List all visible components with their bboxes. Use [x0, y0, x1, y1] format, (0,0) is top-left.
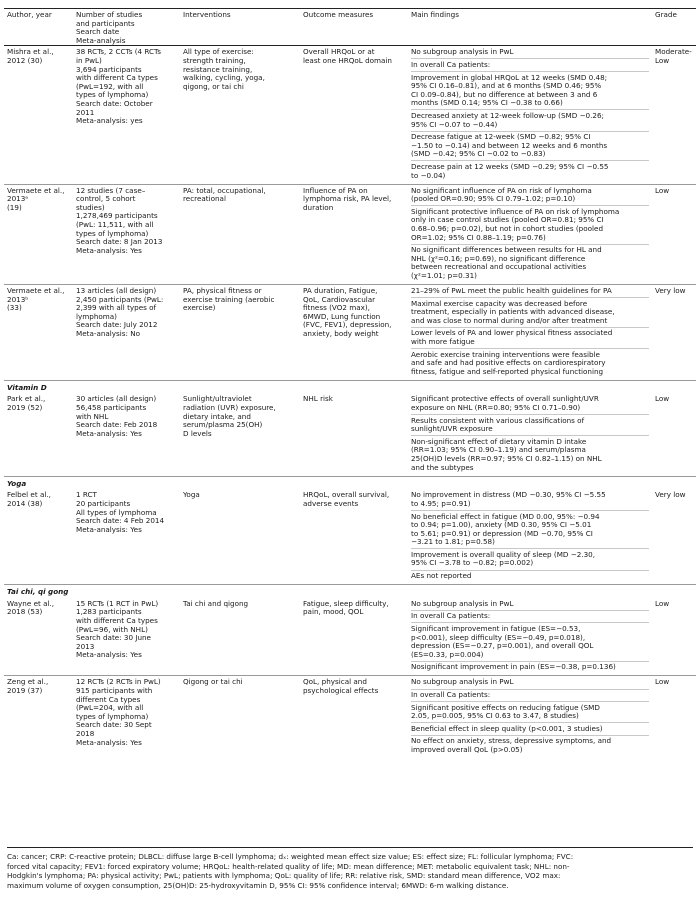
interventions-cell: [180, 676, 300, 758]
finding-item: [411, 704, 649, 724]
finding-line: Improvement in global HRQoL at 12 weeks (SMD 0.48;: [411, 72, 608, 82]
finding-item: [411, 600, 649, 611]
finding-line: Results consistent with various classifications of: [411, 415, 585, 425]
studies-cell: [73, 598, 180, 676]
finding-line: No significant differences between results for HL and: [411, 245, 602, 255]
studies-cell-line: All types of lymphoma: [76, 507, 157, 517]
header-author: Author, year: [4, 9, 73, 46]
studies-cell-line: 1,278,469 participants: [76, 211, 158, 221]
interventions-cell: [180, 184, 300, 284]
finding-line: (χ²=1.01; p=0.31): [411, 270, 477, 280]
finding-item: [411, 48, 649, 59]
findings-cell: [408, 676, 652, 758]
footnote-line: Hodgkin's lymphoma; PA: physical activity; PwL; patients with lymphoma; QoL: quality of life; RR: relative risk, SMD: standard mean difference, VO2 max:: [7, 871, 561, 881]
header-studies-line: Meta-analysis: [76, 35, 126, 45]
finding-line: 21–29% of PwL meet the public health guidelines for PA: [411, 286, 612, 296]
author-cell: [4, 489, 73, 584]
finding-item: [411, 61, 649, 72]
author-cell-line: Mishra et al.,: [7, 47, 54, 57]
studies-cell-line: 2018: [76, 728, 95, 738]
studies-cell-line: (PwL=96, with NHL): [76, 624, 148, 634]
studies-cell-line: (PwL=204, with all: [76, 703, 144, 713]
finding-line: Decrease pain at 12 weeks (SMD −0.29; 95% CI −0.55: [411, 161, 609, 171]
author-cell-line: 2012 (30): [7, 55, 43, 65]
finding-line: and was close to normal during and/or after treatment: [411, 315, 608, 325]
finding-item: [411, 572, 649, 582]
finding-line: (SMD −0.42; 95% CI −0.02 to −0.83): [411, 149, 546, 159]
studies-cell: [73, 393, 180, 476]
author-cell-line: Wayne et al.,: [7, 598, 55, 608]
outcomes-cell: [300, 676, 408, 758]
section-heading: Tai chi, qi gong: [4, 585, 696, 598]
outcomes-cell-line: lymphoma risk, PA level,: [303, 194, 392, 204]
author-cell-line: (33): [7, 303, 22, 313]
author-cell-line: 2019 (37): [7, 686, 43, 695]
grade-cell: [652, 489, 696, 584]
finding-item: [411, 246, 649, 282]
interventions-cell-line: Tai chi and qigong: [183, 598, 249, 608]
finding-line: with more fatigue: [411, 337, 475, 346]
finding-line: No beneficial effect in fatigue (MD 0.00, 95%: −0.94: [411, 511, 600, 521]
outcomes-cell-line: anxiety, body weight: [303, 329, 379, 338]
author-cell-line: (19): [7, 202, 22, 212]
author-cell: [4, 598, 73, 676]
studies-cell-line: 13 articles (all design): [76, 286, 157, 296]
finding-line: Beneficial effect in sleep quality (p<0.001, 3 studies): [411, 723, 603, 733]
finding-item: [411, 551, 649, 571]
grade-cell: [652, 393, 696, 476]
outcomes-cell: [300, 489, 408, 584]
finding-line: improved overall QoL (p>0.05): [411, 744, 523, 754]
finding-item: [411, 417, 649, 437]
studies-cell-line: control, 5 cohort: [76, 194, 136, 204]
studies-cell: [73, 676, 180, 758]
finding-item: [411, 300, 649, 328]
studies-cell-line: 30 articles (all design): [76, 394, 157, 404]
author-cell-line: 2014 (38): [7, 498, 43, 508]
section-row-vitd: [4, 380, 696, 393]
footnote-line: forced vital capacity; FEV1: forced expiratory volume; HRQoL: health-related quality of life; MD: mean difference; MET: metabolic equivalent task; NHL: non-: [7, 861, 570, 871]
header-interventions: Interventions: [180, 9, 300, 46]
finding-item: [411, 491, 649, 511]
studies-cell-line: Meta-analysis: Yes: [76, 245, 142, 255]
finding-line: between recreational and occupational activities: [411, 262, 587, 272]
finding-line: months (SMD 0.14; 95% CI −0.38 to 0.66): [411, 98, 563, 108]
studies-cell-line: Search date: 30 June: [76, 633, 151, 643]
table-row: [4, 46, 696, 184]
outcomes-cell-line: 6MWD, Lung function: [303, 311, 381, 321]
grade-cell-line: Low: [655, 598, 670, 608]
studies-cell-line: 2013: [76, 641, 95, 651]
studies-cell: [73, 184, 180, 284]
finding-line: In overall Ca patients:: [411, 59, 491, 69]
finding-line: treatment, especially in patients with advanced disease,: [411, 307, 615, 317]
studies-cell-line: 2,399 with all types of: [76, 303, 157, 313]
author-cell-line: Vermaete et al.,: [7, 185, 65, 195]
finding-line: exposure on NHL (RR=0.80; 95% CI 0.71–0.90): [411, 403, 581, 413]
interventions-cell-line: recreational: [183, 194, 226, 204]
finding-line: OR=1.02; 95% CI 0.88–1.19; p=0.76): [411, 232, 546, 242]
finding-line: 95% CI 0.16–0.81), and at 6 months (SMD 0.46; 95%: [411, 81, 602, 91]
interventions-cell-line: resistance training,: [183, 64, 253, 74]
findings-cell: [408, 489, 652, 584]
studies-cell-line: different Ca types: [76, 694, 141, 704]
studies-cell-line: Search date: October: [76, 98, 153, 108]
finding-line: and the subtypes: [411, 462, 474, 472]
author-cell-line: Zeng et al.,: [7, 677, 49, 687]
studies-cell-line: with NHL: [76, 411, 109, 421]
author-cell-line: Vermaete et al.,: [7, 286, 65, 296]
outcomes-cell: [300, 393, 408, 476]
interventions-cell-line: strength training,: [183, 55, 246, 65]
studies-cell-line: in PwL): [76, 55, 102, 65]
studies-cell-line: Meta-analysis: Yes: [76, 737, 142, 747]
finding-item: [411, 133, 649, 161]
header-studies-line: and participants: [76, 18, 135, 28]
finding-line: and safe and had positive effects on cardiorespiratory: [411, 358, 606, 368]
studies-cell: [73, 285, 180, 381]
header-grade: Grade: [652, 9, 696, 46]
grade-cell-line: Low: [655, 185, 670, 195]
studies-cell-line: studies): [76, 202, 105, 212]
studies-cell-line: 56,458 participants: [76, 403, 147, 413]
section-row-yoga: [4, 476, 696, 489]
studies-cell-line: 15 RCTs (1 RCT in PwL): [76, 598, 159, 608]
outcomes-cell: [300, 46, 408, 184]
header-findings: Main findings: [408, 9, 652, 46]
outcomes-cell-line: duration: [303, 202, 334, 212]
finding-line: Significant positive effects on reducing fatigue (SMD: [411, 702, 600, 712]
finding-line: (RR=1.03; 95% CI 0.90–1.19) and serum/plasma: [411, 445, 586, 455]
outcomes-cell-line: pain, mood, QOL: [303, 607, 364, 617]
finding-item: [411, 691, 649, 702]
finding-line: Lower levels of PA and lower physical fitness associated: [411, 328, 613, 338]
studies-cell-line: 38 RCTs, 2 CCTs (4 RCTs: [76, 47, 161, 57]
finding-item: [411, 625, 649, 662]
finding-item: [411, 351, 649, 378]
cropped-caption: [0, 0, 700, 6]
interventions-cell: [180, 285, 300, 381]
finding-line: Significant protective effects of overall sunlight/UVR: [411, 394, 599, 404]
outcomes-cell-line: NHL risk: [303, 394, 333, 404]
author-cell-line: 2013ᵃ: [7, 194, 29, 204]
finding-item: [411, 737, 649, 756]
studies-cell-line: 20 participants: [76, 498, 131, 508]
table-footnote: [7, 847, 693, 890]
table-row: [4, 393, 696, 476]
studies-cell-line: 2,450 participants (PwL:: [76, 294, 164, 304]
outcomes-cell: [300, 184, 408, 284]
interventions-cell-line: All type of exercise:: [183, 47, 254, 57]
finding-line: 95% CI −0.07 to −0.44): [411, 119, 498, 129]
studies-cell-line: Search date: 30 Sept: [76, 720, 152, 730]
finding-item: [411, 678, 649, 689]
interventions-cell-line: exercise): [183, 303, 216, 313]
outcomes-cell-line: (FVC, FEV1), depression,: [303, 320, 392, 330]
grade-cell: [652, 46, 696, 184]
finding-line: p<0.001), sleep difficulty (ES=−0.49, p=0.018),: [411, 632, 586, 642]
studies-cell: [73, 46, 180, 184]
studies-cell-line: lymphoma): [76, 311, 117, 321]
finding-line: Maximal exercise capacity was decreased before: [411, 298, 588, 308]
finding-item: [411, 438, 649, 474]
author-cell-line: 2019 (52): [7, 403, 43, 413]
author-cell-line: Park et al.,: [7, 394, 46, 404]
finding-item: [411, 513, 649, 550]
finding-item: [411, 163, 649, 182]
author-cell-line: Felbel et al.,: [7, 490, 51, 500]
outcomes-cell: [300, 285, 408, 381]
table-row: [4, 676, 696, 758]
header-studies: [73, 9, 180, 46]
outcomes-cell-line: PA duration, Fatigue,: [303, 286, 378, 296]
author-cell-line: 2018 (53): [7, 607, 43, 617]
finding-line: to 4.95; p=0.91): [411, 498, 471, 508]
footnote-line: maximum volume of oxygen consumption, 25(OH)D: 25-hydroxyvitamin D, 95% CI: 95% confidence interval; 6MWD: 6-m walking distance.: [7, 880, 509, 890]
section-heading: Vitamin D: [4, 380, 696, 393]
studies-cell-line: 1,283 participants: [76, 607, 142, 617]
author-cell: [4, 46, 73, 184]
grade-cell: [652, 676, 696, 758]
grade-cell: [652, 184, 696, 284]
grade-cell-line: Very low: [655, 286, 686, 296]
studies-cell-line: 915 participants with: [76, 686, 153, 695]
finding-line: Improvement is overall quality of sleep (MD −2.30,: [411, 549, 596, 559]
finding-line: No effect on anxiety, stress, depressive symptoms, and: [411, 736, 612, 746]
interventions-cell: [180, 46, 300, 184]
finding-line: to 0.94; p=1.00), anxiety (MD 0.30, 95% CI −5.01: [411, 520, 592, 530]
finding-item: [411, 74, 649, 111]
finding-line: 2.05, p=0.005, 95% CI 0.63 to 3.47, 8 studies): [411, 711, 579, 721]
studies-cell-line: Search date: 8 Jan 2013: [76, 237, 163, 247]
finding-line: Decreased anxiety at 12-week follow-up (SMD −0.26;: [411, 110, 604, 120]
studies-cell-line: (PwL: 11,511, with all: [76, 219, 154, 229]
finding-line: No subgroup analysis in PwL: [411, 47, 514, 57]
finding-line: only in case control studies (pooled OR=0.81; 95% CI: [411, 215, 604, 225]
studies-cell-line: 12 RCTs (2 RCTs in PwL): [76, 677, 161, 687]
studies-cell-line: with different Ca types: [76, 73, 158, 83]
studies-cell-line: 3,694 participants: [76, 64, 142, 74]
interventions-cell: [180, 393, 300, 476]
finding-line: Aerobic exercise training interventions were feasible: [411, 349, 600, 359]
studies-cell-line: Search date: 4 Feb 2014: [76, 516, 165, 526]
studies-cell-line: Meta-analysis: Yes: [76, 650, 142, 660]
finding-line: No significant influence of PA on risk of lymphoma: [411, 185, 592, 195]
finding-line: sunlight/UVR exposure: [411, 424, 493, 434]
grade-cell-line: Very low: [655, 490, 686, 500]
finding-line: −1.50 to −0.14) and between 12 weeks and 6 months: [411, 140, 608, 150]
studies-cell-line: (PwL=192, with all: [76, 81, 144, 91]
footnote-line: Ca: cancer; CRP: C-reactive protein; DLBCL: diffuse large B-cell lymphoma; dₓ: weighted mean effect size value; ES: effect size; FL: follicular lymphoma; FVC:: [7, 852, 574, 861]
finding-line: depression (ES=−0.27, p=0.001), and overall QOL: [411, 641, 594, 651]
finding-line: Decrease fatigue at 12-week (SMD −0.82; 95% CI: [411, 132, 591, 142]
finding-line: In overall Ca patients:: [411, 690, 491, 699]
finding-line: Non-significant effect of dietary vitamin D intake: [411, 436, 587, 446]
finding-item: [411, 112, 649, 132]
interventions-cell-line: PA, physical fitness or: [183, 286, 262, 296]
studies-cell-line: Meta-analysis: yes: [76, 116, 143, 126]
findings-cell: [408, 393, 652, 476]
section-heading: Yoga: [4, 476, 696, 489]
finding-line: No improvement in distress (MD −0.30, 95% CI −5.55: [411, 490, 606, 500]
interventions-cell-line: Qigong or tai chi: [183, 677, 243, 687]
finding-item: [411, 395, 649, 415]
evidence-table: [4, 8, 696, 758]
finding-line: NHL (χ²=0.16; p=0.69), no significant difference: [411, 253, 586, 263]
table-row: [4, 285, 696, 381]
studies-cell-line: Meta-analysis: Yes: [76, 524, 142, 534]
interventions-cell-line: Sunlight/ultraviolet: [183, 394, 252, 404]
studies-cell-line: Meta-analysis: Yes: [76, 428, 142, 438]
studies-cell: [73, 489, 180, 584]
findings-cell: [408, 184, 652, 284]
finding-line: Significant improvement in fatigue (ES=−0.53,: [411, 623, 581, 633]
header-studies-line: Number of studies: [76, 10, 143, 19]
interventions-cell-line: walking, cycling, yoga,: [183, 73, 265, 83]
finding-line: CI 0.09–0.84), but no difference at between 3 and 6: [411, 89, 598, 99]
outcomes-cell-line: Influence of PA on: [303, 185, 368, 195]
outcomes-cell-line: QoL, Cardiovascular: [303, 294, 376, 304]
finding-line: Nosignificant improvement in pain (ES=−0.38, p=0.136): [411, 662, 616, 672]
interventions-cell-line: exercise training (aerobic: [183, 294, 275, 304]
grade-cell: [652, 285, 696, 381]
findings-cell: [408, 46, 652, 184]
author-cell: [4, 676, 73, 758]
outcomes-cell-line: least one HRQoL domain: [303, 55, 392, 65]
table-row: [4, 598, 696, 676]
findings-cell: [408, 285, 652, 381]
interventions-cell-line: qigong, or tai chi: [183, 81, 244, 91]
outcomes-cell: [300, 598, 408, 676]
outcomes-cell-line: HRQoL, overall survival,: [303, 490, 390, 500]
finding-item: [411, 329, 649, 349]
finding-line: Significant protective influence of PA on risk of lymphoma: [411, 206, 620, 216]
grade-cell-line: Low: [655, 55, 670, 65]
grade-cell-line: Low: [655, 394, 670, 404]
outcomes-cell-line: Overall HRQoL or at: [303, 47, 375, 57]
outcomes-cell-line: psychological effects: [303, 686, 379, 695]
finding-line: 0.68–0.96; p=0.02), but not in cohort studies (pooled: [411, 223, 604, 233]
studies-cell-line: types of lymphoma): [76, 90, 149, 100]
author-cell: [4, 285, 73, 381]
finding-item: [411, 208, 649, 245]
findings-cell: [408, 598, 652, 676]
finding-line: (ES=0.33, p=0.004): [411, 649, 484, 659]
studies-cell-line: 1 RCT: [76, 490, 97, 500]
interventions-cell-line: dietary intake, and: [183, 411, 251, 421]
interventions-cell-line: serum/plasma 25(OH): [183, 420, 263, 430]
interventions-cell-line: PA: total, occupational,: [183, 185, 266, 195]
studies-cell-line: types of lymphoma): [76, 711, 149, 721]
interventions-cell-line: Yoga: [183, 490, 200, 500]
grade-cell: [652, 598, 696, 676]
studies-cell-line: 12 studies (7 case–: [76, 185, 146, 195]
outcomes-cell-line: fitness (VO2 max),: [303, 303, 370, 313]
finding-line: 25(OH)D levels (RR=0.97; 95% CI 0.82–1.15) on NHL: [411, 454, 602, 464]
studies-cell-line: Meta-analysis: No: [76, 329, 141, 338]
table-row: [4, 184, 696, 284]
author-cell-line: 2013ᵇ: [7, 294, 29, 304]
finding-item: [411, 663, 649, 673]
finding-line: fitness, fatigue and self-reported physical functioning: [411, 366, 604, 376]
finding-line: 95% CI −3.78 to −0.82; p=0.002): [411, 558, 534, 568]
grade-cell-line: Moderate-: [655, 47, 692, 57]
interventions-cell: [180, 489, 300, 584]
studies-cell-line: Search date: July 2012: [76, 320, 158, 330]
finding-line: to 5.61; p=0.91) or depression (MD −0.70, 95% CI: [411, 528, 593, 538]
finding-line: No subgroup analysis in PwL: [411, 598, 514, 608]
table-body: [4, 46, 696, 758]
finding-line: −3.21 to 1.81; p=0.58): [411, 537, 495, 547]
studies-cell-line: with different Ca types: [76, 615, 158, 625]
table-row: [4, 489, 696, 584]
finding-line: AEs not reported: [411, 571, 472, 581]
studies-cell-line: types of lymphoma): [76, 228, 149, 238]
finding-line: (pooled OR=0.90; 95% CI 0.79–1.02; p=0.10): [411, 194, 576, 204]
studies-cell-line: 2011: [76, 107, 95, 117]
finding-line: In overall Ca patients:: [411, 611, 491, 621]
author-cell: [4, 184, 73, 284]
header-studies-line: Search date: [76, 27, 120, 37]
section-row-taichi: [4, 585, 696, 598]
finding-item: [411, 187, 649, 207]
grade-cell-line: Low: [655, 677, 670, 687]
finding-item: [411, 287, 649, 298]
header-outcomes: Outcome measures: [300, 9, 408, 46]
author-cell: [4, 393, 73, 476]
outcomes-cell-line: QoL, physical and: [303, 677, 367, 687]
outcomes-cell-line: Fatigue, sleep difficulty,: [303, 598, 389, 608]
finding-line: No subgroup analysis in PwL: [411, 677, 514, 687]
finding-line: to −0.04): [411, 170, 446, 180]
table-header: [4, 9, 696, 46]
interventions-cell-line: radiation (UVR) exposure,: [183, 403, 276, 413]
studies-cell-line: Search date: Feb 2018: [76, 420, 158, 430]
interventions-cell: [180, 598, 300, 676]
outcomes-cell-line: adverse events: [303, 498, 359, 508]
finding-item: [411, 612, 649, 623]
finding-item: [411, 725, 649, 736]
interventions-cell-line: D levels: [183, 428, 212, 438]
